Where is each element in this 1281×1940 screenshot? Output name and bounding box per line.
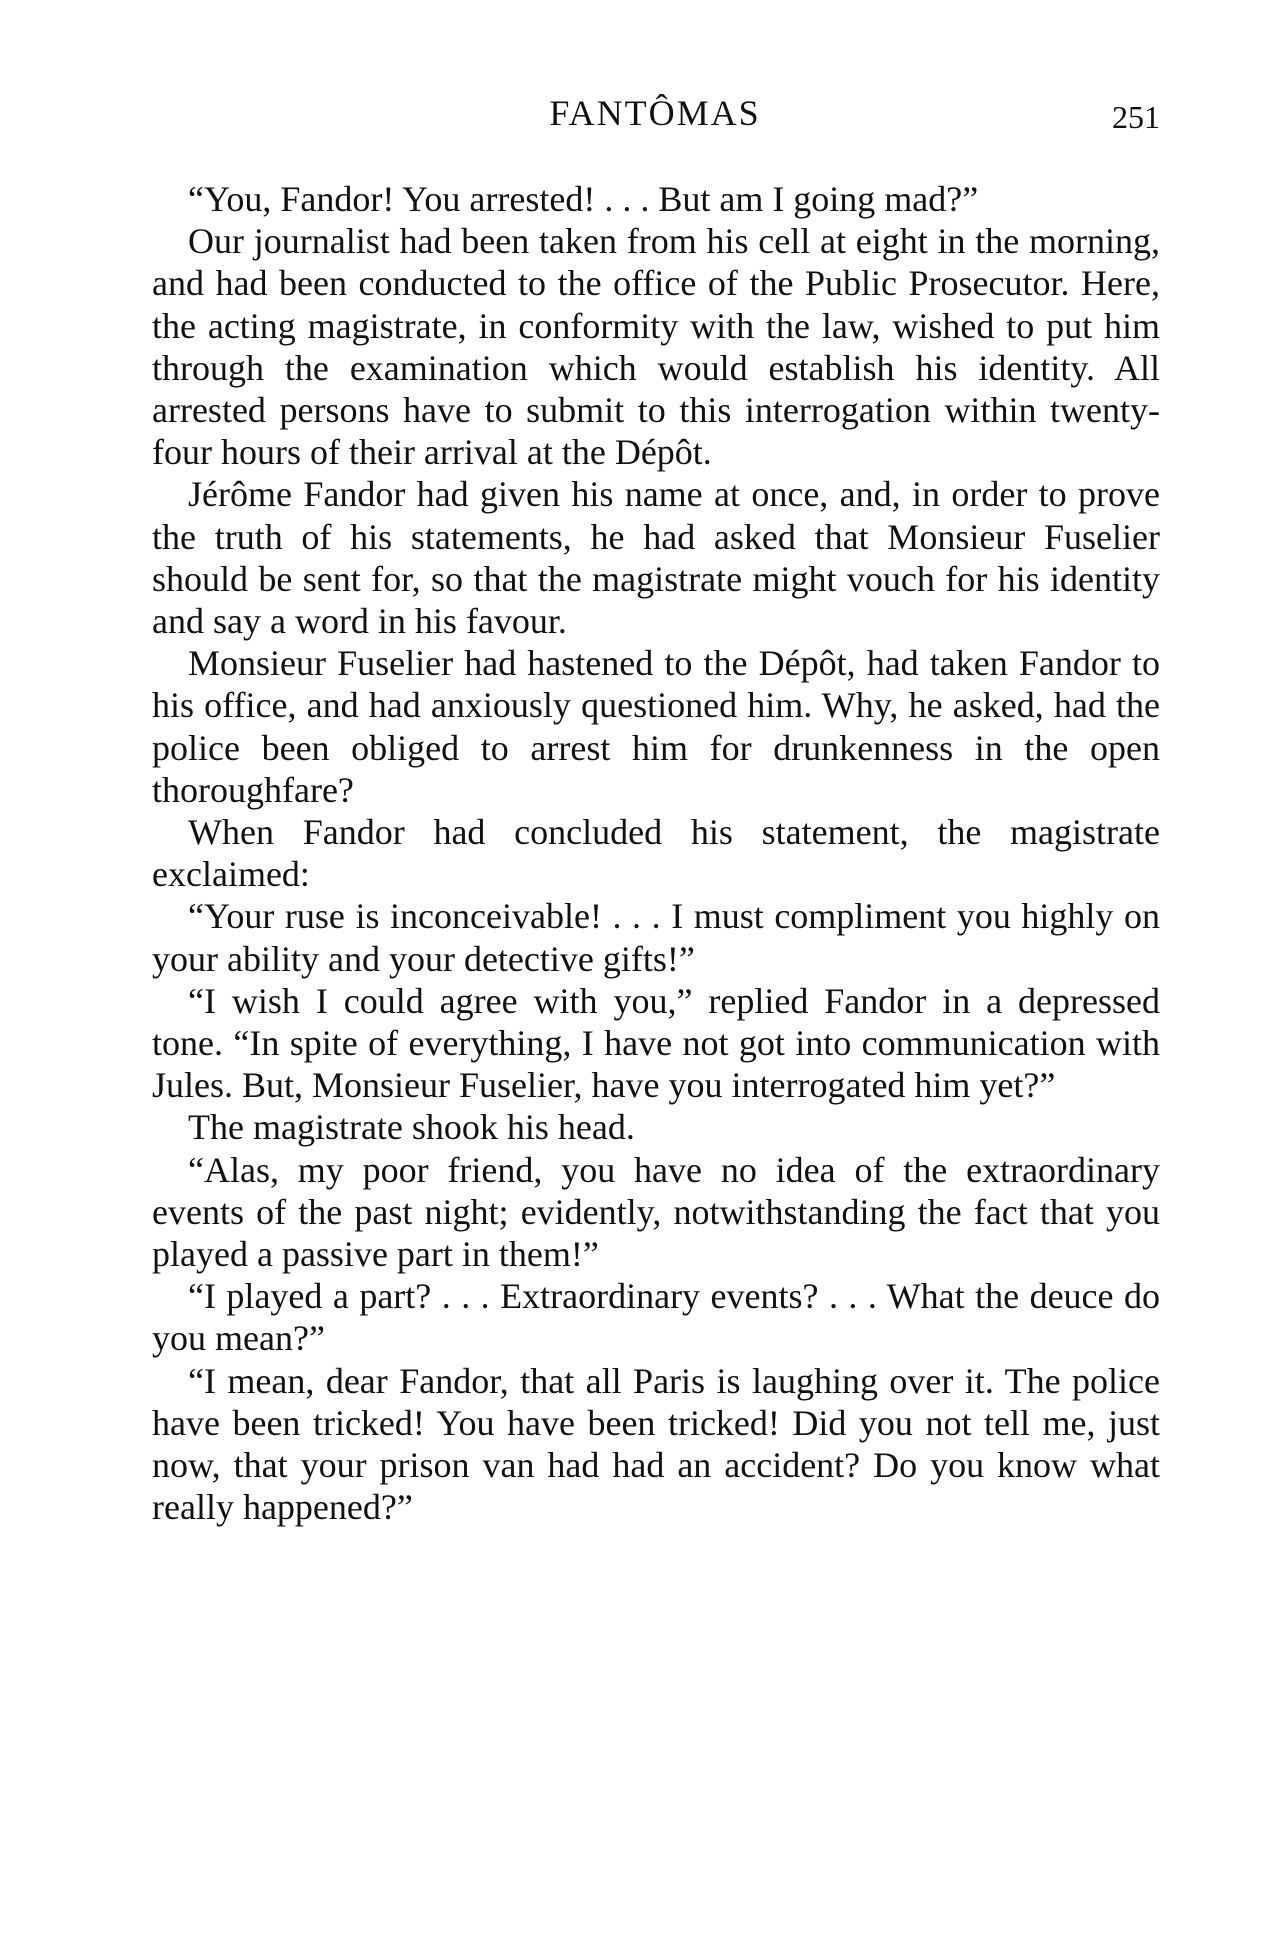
- paragraph: Jérôme Fandor had given his name at once, and, in order to prove the truth of his statements, he had asked that Monsieur Fuselier should be sent for, so that the magistrate might vouch for his identity and say a word in his favour.: [152, 474, 1160, 642]
- paragraph: “I wish I could agree with you,” replied Fandor in a depressed tone. “In spite of everything, I have not got into communication with Jules. But, Monsieur Fuselier, have you interrogated him yet?”: [152, 980, 1160, 1106]
- running-title: FANTÔMAS: [549, 93, 761, 133]
- paragraph: “Alas, my poor friend, you have no idea of the extraordinary events of the past night; evidently, notwithstanding the fact that you played a passive part in them!”: [152, 1149, 1160, 1275]
- page-header: [150, 88, 1160, 138]
- paragraph: “I mean, dear Fandor, that all Paris is laughing over it. The police have been tricked! You have been tricked! Did you not tell me, just now, that your prison van had had an accident? Do you know what really happened?”: [152, 1360, 1160, 1528]
- body-text: [152, 178, 1160, 1529]
- paragraph: When Fandor had concluded his statement, the magistrate exclaimed:: [152, 812, 1160, 895]
- paragraph: “Your ruse is inconceivable! . . . I must compliment you highly on your ability and your detective gifts!”: [152, 896, 1160, 979]
- paragraph: Our journalist had been taken from his cell at eight in the morning, and had been conducted to the office of the Public Prosecutor. Here, the acting magistrate, in conformity with the law, wished to put him through the examination which would establish his identity. All arrested persons have to submit to this interrogation within twenty-four hours of their arrival at the Dépôt.: [152, 221, 1160, 473]
- paragraph: The magistrate shook his head.: [188, 1107, 635, 1148]
- paragraph: “I played a part? . . . Extraordinary events? . . . What the deuce do you mean?”: [152, 1276, 1160, 1359]
- paragraph: Monsieur Fuselier had hastened to the Dépôt, had taken Fandor to his office, and had anxiously questioned him. Why, he asked, had the police been obliged to arrest him for drunkenness in the open thoroughfare?: [152, 643, 1160, 810]
- paragraph: “You, Fandor! You arrested! . . . But am I going mad?”: [188, 179, 979, 219]
- page-number: 251: [1112, 99, 1160, 135]
